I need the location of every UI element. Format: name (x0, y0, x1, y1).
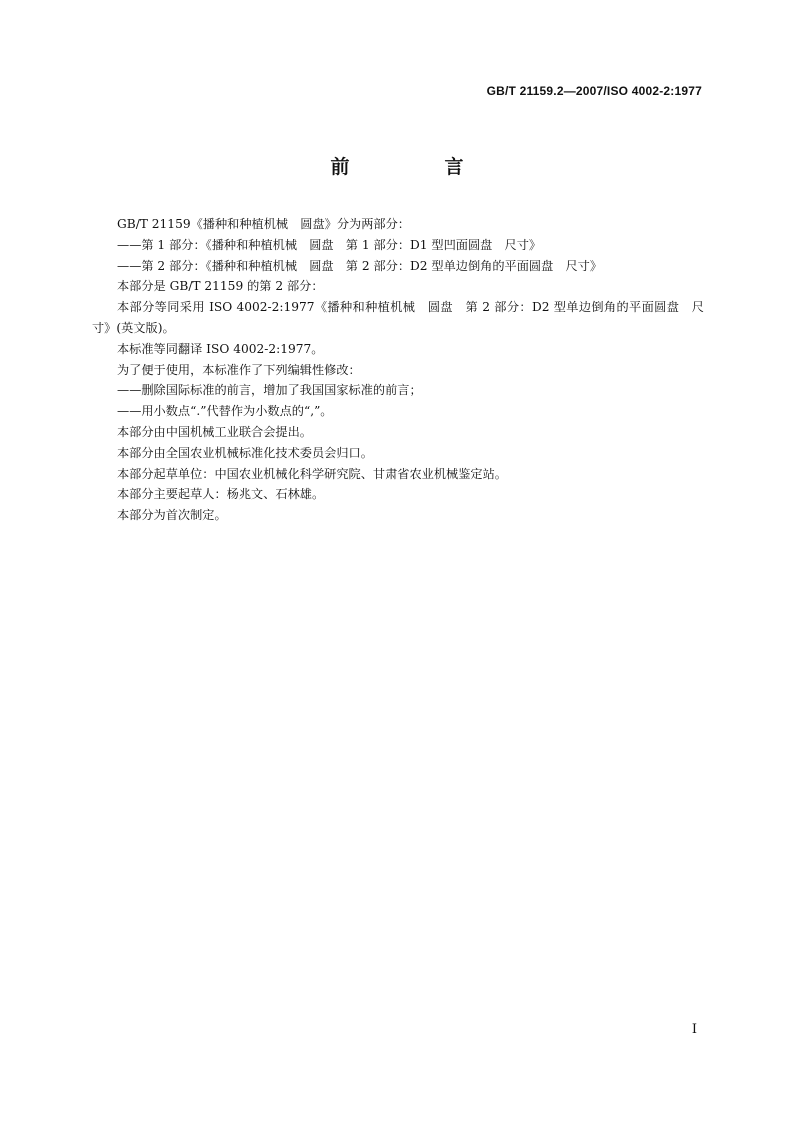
paragraph-part-2: ——第 2 部分：《播种和种植机械 圆盘 第 2 部分：D2 型单边倒角的平面圆盘 尺寸》 (117, 258, 603, 273)
paragraph-translation: 本标准等同翻译 ISO 4002-2:1977。 (117, 341, 324, 356)
paragraph-adoption: 本部分等同采用 ISO 4002-2:1977《播种和种植机械 圆盘 第 2 部分：D2 型单边倒角的平面圆盘 尺寸》(英文版)。 (92, 300, 704, 335)
paragraph-this-part: 本部分是 GB/T 21159 的第 2 部分： (117, 279, 324, 294)
paragraph-drafting-units: 本部分起草单位：中国农业机械化科学研究院、甘肃省农业机械鉴定站。 (117, 466, 507, 481)
paragraph-edit-1: ——删除国际标准的前言，增加了我国国家标准的前言； (117, 383, 422, 398)
paragraph-first-edition: 本部分为首次制定。 (117, 508, 227, 523)
foreword-body (92, 214, 704, 526)
paragraph-centralized-by: 本部分由全国农业机械标准化技术委员会归口。 (117, 445, 373, 460)
paragraph-drafters: 本部分主要起草人：杨兆文、石林雄。 (117, 487, 325, 502)
paragraph-proposed-by: 本部分由中国机械工业联合会提出。 (117, 424, 312, 439)
standard-code: GB/T 21159.2—2007/ISO 4002-2:1977 (486, 84, 702, 98)
paragraph-edit-2: ——用小数点“.”代替作为小数点的“,”。 (117, 404, 333, 419)
page-number: I (691, 1022, 697, 1037)
page-title: 前 言 (330, 156, 502, 178)
paragraph-part-1: ——第 1 部分：《播种和种植机械 圆盘 第 1 部分：D1 型凹面圆盘 尺寸》 (117, 237, 542, 252)
paragraph-edits-intro: 为了便于使用，本标准作了下列编辑性修改： (117, 362, 361, 377)
paragraph-parts-intro: GB/T 21159《播种和种植机械 圆盘》分为两部分： (117, 217, 410, 231)
